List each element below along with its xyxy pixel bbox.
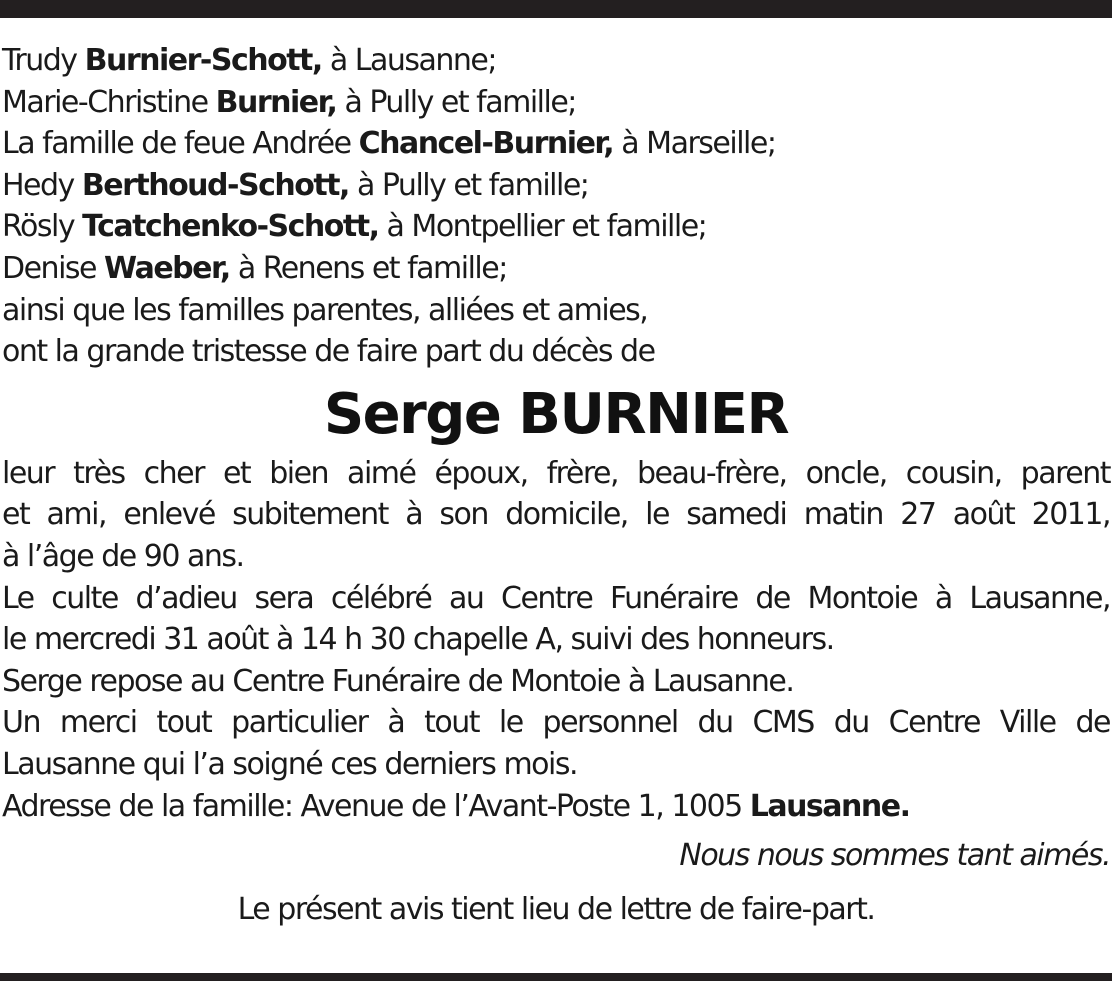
body-line: Un merci tout particulier à tout le personnel du CMS du Centre Ville de [2,705,1110,741]
address-city: Lausanne. [749,788,910,824]
recipient-line [2,206,1110,248]
closing-note: Le présent avis tient lieu de lettre de faire-part. [237,891,875,927]
recipient-location: à Renens et famille; [237,250,507,286]
recipient-last-name: Tcatchenko-Schott, [82,209,379,245]
recipient-last-name: Burnier-Schott, [84,43,322,78]
recipient-first-name: Marie-Christine [2,84,208,120]
recipient-line [2,165,1110,207]
body-line: Le culte d’adieu sera célébré au Centre Funéraire de Montoie à Lausanne, [2,580,1110,616]
deceased-name: Serge BURNIER [323,381,789,447]
body-line: le mercredi 31 août à 14 h 30 chapelle A, suivi des honneurs. [2,622,834,658]
recipient-location: à Pully et famille; [344,84,576,120]
family-address [2,786,1110,828]
obituary-notice [2,40,1110,930]
recipient-last-name: Berthoud-Schott, [81,167,349,203]
recipient-line [2,40,1110,82]
top-rule [0,0,1112,18]
recipient-first-name: Denise [2,250,96,286]
recipient-first-name: Rösly [2,209,75,245]
recipient-last-name: Burnier, [215,84,337,120]
recipient-location: à Lausanne; [329,43,496,78]
recipient-first-name: Hedy [2,167,74,203]
recipient-line [2,248,1110,290]
recipient-first-name: La famille de feue Andrée [2,126,351,162]
recipient-location: à Montpellier et famille; [386,209,707,245]
recipient-last-name: Chancel-Burnier, [358,126,614,162]
recipient-location: à Pully et famille; [356,167,589,203]
recipient-last-name: Waeber, [104,250,230,286]
recipient-first-name: Trudy [2,43,77,78]
address-text: Adresse de la famille: Avenue de l’Avant-Poste 1, 1005 [2,788,742,824]
body-line: leur très cher et bien aimé époux, frère, beau-frère, oncle, cousin, parent [2,455,1110,491]
body-line: et ami, enlevé subitement à son domicile, le samedi matin 27 août 2011, [2,497,1110,533]
body-line: à l’âge de 90 ans. [2,538,244,574]
recipient-location: à Marseille; [621,126,776,162]
bottom-rule [0,973,1112,981]
intro-line: ont la grande tristesse de faire part du décès de [2,334,655,370]
body-line: Serge repose au Centre Funéraire de Montoie à Lausanne. [2,663,794,699]
recipient-line [2,123,1110,165]
intro-line: ainsi que les familles parentes, alliées et amies, [2,292,648,328]
motto: Nous nous sommes tant aimés. [679,838,1110,874]
recipient-line [2,82,1110,124]
body-line: Lausanne qui l’a soigné ces derniers mois. [2,746,578,782]
